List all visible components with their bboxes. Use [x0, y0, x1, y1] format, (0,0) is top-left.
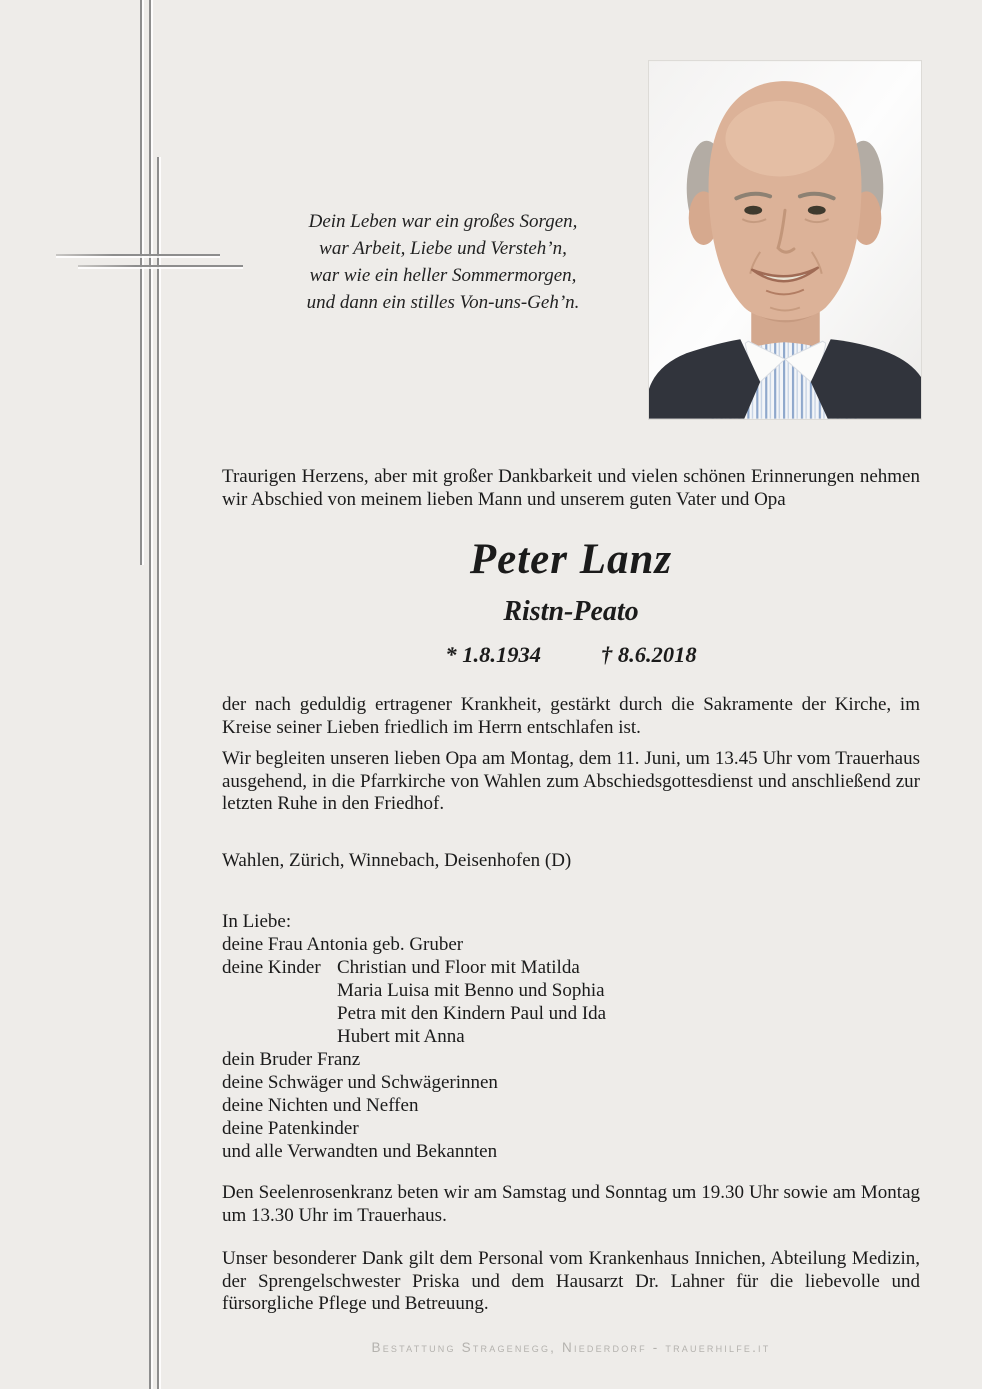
poem-line: war wie ein heller Sommermorgen,	[309, 265, 577, 286]
child-line: Maria Luisa mit Benno und Sophia	[337, 980, 605, 1001]
family-line: und alle Verwandten und Bekannten	[222, 1141, 498, 1162]
funeral-paragraph: Wir begleiten unseren lieben Opa am Montag, dem 11. Juni, um 13.45 Uhr vom Trauerhaus ausgehend, in die Pfarrkirche von Wahlen zum Abschiedsgottesdienst und anschließend zur letzten Ruhe in den Friedhof.	[222, 748, 920, 814]
child-line: Petra mit den Kindern Paul und Ida	[337, 1003, 607, 1024]
cross-horizontal-line-lower	[78, 265, 243, 267]
death-paragraph: der nach geduldig ertragener Krankheit, gestärkt durch die Sakramente der Kirche, im Kreise seiner Lieben friedlich im Herrn entschlafen ist.	[222, 694, 920, 738]
family-line: deine Nichten und Neffen	[222, 1095, 419, 1116]
family-line: deine Patenkinder	[222, 1118, 359, 1139]
child-line: Hubert mit Anna	[337, 1026, 465, 1047]
poem-line: Dein Leben war ein großes Sorgen,	[308, 211, 578, 232]
family-list	[222, 910, 920, 1163]
children-list	[337, 956, 920, 1048]
family-wife: deine Frau Antonia geb. Gruber	[222, 934, 464, 955]
family-line: dein Bruder Franz	[222, 1049, 361, 1070]
thanks-paragraph: Unser besonderer Dank gilt dem Personal vom Krankenhaus Innichen, Abteilung Medizin, der Sprengelschwester Priska und dem Hausarzt Dr. Lahner für die liebevolle und fürsorgliche Pflege und Betreuung.	[222, 1248, 920, 1314]
cross-vertical-line-center	[149, 0, 151, 1389]
family-heading: In Liebe:	[222, 911, 292, 932]
poem-line: und dann ein stilles Von-uns-Geh’n.	[306, 292, 580, 313]
life-dates	[222, 644, 920, 667]
deceased-house-name: Ristn-Peato	[503, 596, 639, 627]
child-line: Christian und Floor mit Matilda	[337, 957, 580, 978]
rosary-paragraph: Den Seelenrosenkranz beten wir am Samstag und Sonntag um 19.30 Uhr sowie am Montag um 13.30 Uhr im Trauerhaus.	[222, 1182, 920, 1226]
intro-paragraph: Traurigen Herzens, aber mit großer Dankbarkeit und vielen schönen Erinnerungen nehmen wir Abschied von meinem lieben Mann und unserem guten Vater und Opa	[222, 466, 920, 510]
birth-date: * 1.8.1934	[445, 642, 541, 667]
deceased-name: Peter Lanz	[469, 536, 673, 583]
footer-credit: Bestattung Stragenegg, Niederdorf - trauerhilfe.it	[371, 1340, 771, 1355]
children-label: deine Kinder	[222, 957, 321, 978]
family-line: deine Schwäger und Schwägerinnen	[222, 1072, 498, 1093]
death-date: † 8.6.2018	[601, 642, 697, 667]
cross-horizontal-line-upper	[56, 254, 220, 256]
text-column	[222, 0, 920, 1389]
family-children-row	[222, 956, 920, 1048]
places-line: Wahlen, Zürich, Winnebach, Deisenhofen (D)	[222, 850, 572, 871]
cross-vertical-line-left	[140, 0, 142, 565]
poem-line: war Arbeit, Liebe und Versteh’n,	[319, 238, 567, 259]
cross-vertical-line-right	[157, 157, 159, 1389]
